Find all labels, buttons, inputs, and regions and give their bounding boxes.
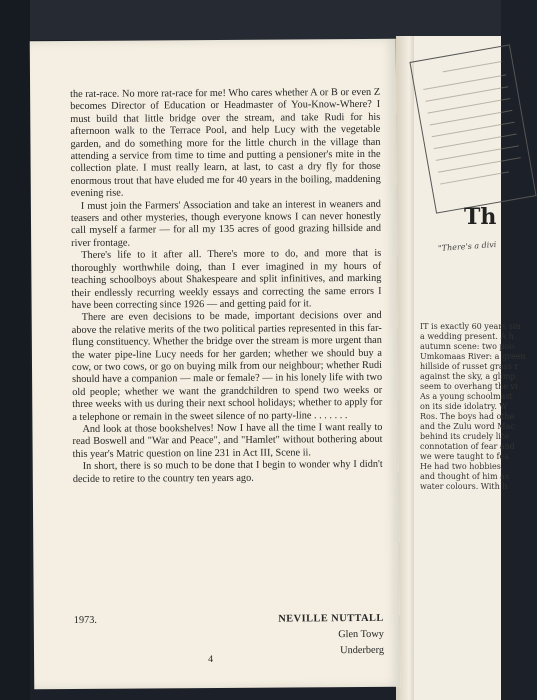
column-line: behind its crudely lite [420,432,509,441]
column-line: and thought of him as [420,472,509,481]
column-line: on its side idolatry. W [420,402,508,411]
paragraph: In short, there is so much to be done that I begin to wonder why I didn't decide to retire to the country ten years ago. [72,459,383,485]
column-line: a wedding present. A h [420,332,514,341]
article-body [70,87,383,486]
column-line: Umkomaas River: a green [420,352,526,361]
paragraph: the rat-race. No more rat-race for me! Who cares whether A or B or even Z becomes Director of Education or Headmaster of You-Know-Where? I must build that little bridge over the stream, and take Rudi for his afternoon walk to the Terrace Pool, and help Lucy with the vegetable garden, and do something more for the little church in the village than attending a service from time to time and putting a pensioner's mite in the collection plate. I must really learn, at last, to cast a dry fly for those enormous trout that have eluded me for 40 years in the boiling, maddening evening rise. [70,86,381,200]
next-page-subtitle: "There's a divi [437,239,497,254]
page-number: 4 [208,654,214,666]
column-line: As a young schoolmast [420,392,513,401]
column-line: we were taught to fea [420,452,510,461]
column-line: IT is exactly 60 years sin [420,322,521,331]
author-address-line-2: Underberg [340,644,385,657]
column-line: and the Zulu word Mac [420,422,515,431]
column-line: Ros. The boys had othe [420,412,515,421]
column-line: connotation of fear and [420,442,515,451]
author-name: NEVILLE NUTTALL [278,612,384,625]
column-line: hillside of russet grass r [420,362,519,371]
author-address-line-1: Glen Towy [338,628,384,641]
column-line: water colours. With h [420,482,508,491]
next-page-column [420,322,526,492]
paragraph: I must join the Farmers' Association and take an interest in weaners and teasers and other mysteries, though everyone knows I can never honestly call myself a farmer — for all my 135 acres of good grazing hillside and river frontage. [70,198,382,249]
book-page-left [30,39,401,690]
next-page-heading: Th [464,204,497,230]
dark-background [0,0,501,40]
signature-block [73,612,385,657]
paragraph: There are even decisions to be made, important decisions over and above the relative merits of the two political parties represented in this far-flung constituency. Whether the bridge over the stream is more urgent than the water pipe-line Lucy needs for her garden; whether we should buy a cow, or two cows, or go on buying milk from our neighbour; whether Rudi should have a companion — male or female? — in his lonely life with two old people; whether we want the grandchildren to spend two weeks or three weeks with us during their next school holidays; whether to apply for a telephone or remain in the sweet silence of no party-line . . . . . . . [71,310,383,423]
paragraph: There's life to it after all. There's more to do, and more that is thoroughly worthwhile doing, than I ever imagined in my hours of teaching schoolboys about Shakespeare and split infinitives, and marking their endlessly recurring weekly essays and correcting the same errors I have been correcting since 1926 — and getting paid for it. [71,248,382,311]
column-line: autumn scene: two poo [420,342,515,351]
book-page-right [414,36,526,700]
column-line: against the sky, a glimp [420,372,516,381]
column-line: He had two hobbies, [420,462,504,471]
paragraph: And look at those bookshelves! Now I have all the time I want really to read Boswell and "War and Peace", and "Hamlet" without bothering about this year's Matric question on line 231 in Act III, Scene ii. [72,421,383,460]
dark-background-left [0,0,30,700]
column-line: seem to overhang the vi [420,382,518,391]
boxed-quote-frame [409,44,536,213]
signature-date: 1973. [73,614,97,626]
